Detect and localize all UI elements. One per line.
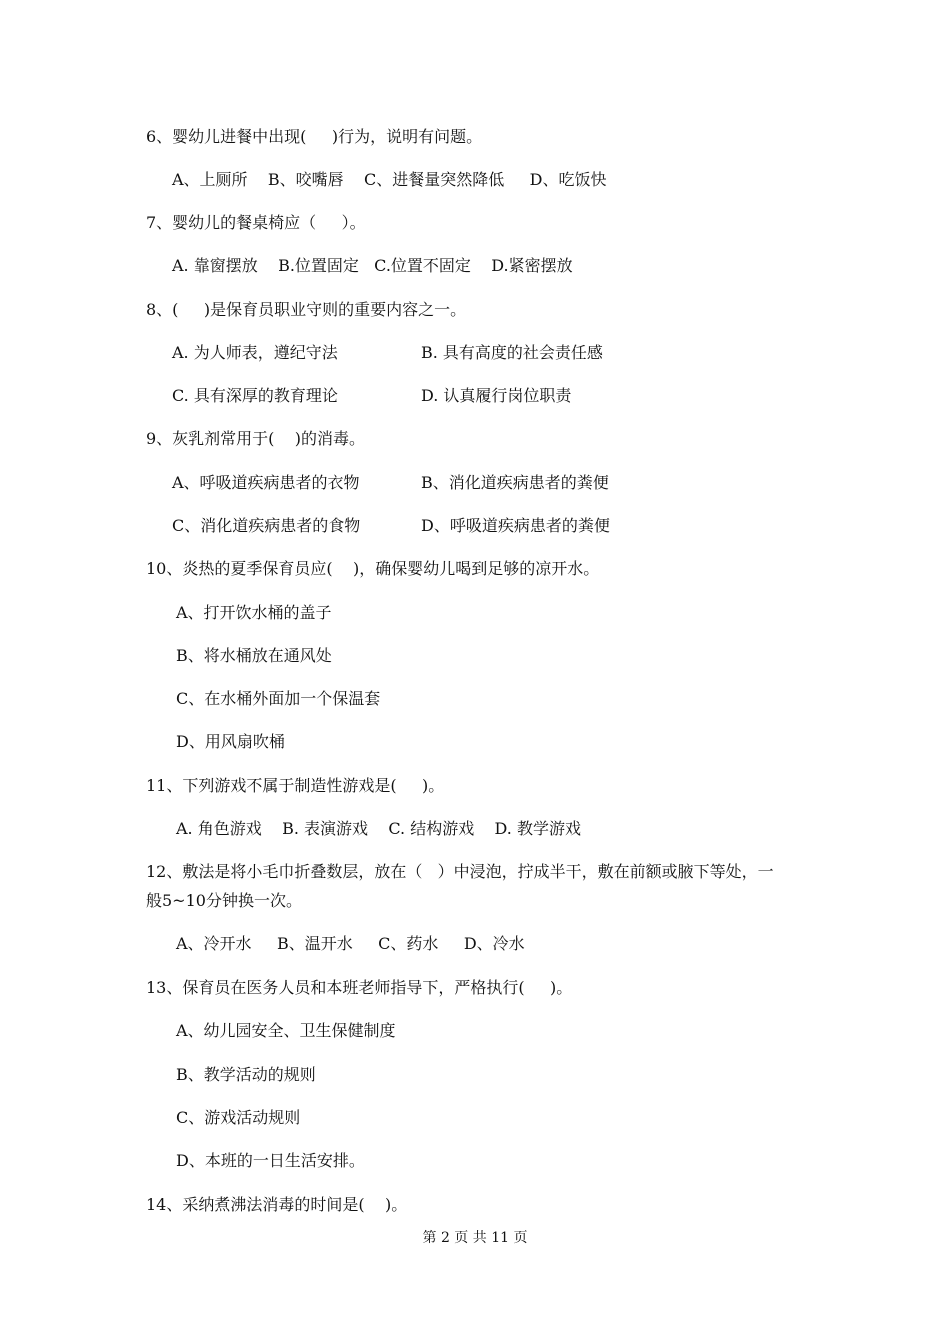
option-d: D、呼吸道疾病患者的粪便: [421, 516, 610, 535]
option-b: B、将水桶放在通风处: [176, 646, 332, 665]
question-stem: 13、保育员在医务人员和本班老师指导下，严格执行( )。: [146, 978, 573, 997]
question-options: A. 靠窗摆放 B.位置固定 C.位置不固定 D.紧密摆放: [172, 256, 573, 275]
option-c: C、在水桶外面加一个保温套: [176, 689, 381, 708]
option-c: C. 具有深厚的教育理论: [172, 386, 338, 405]
option-a: A、幼儿园安全、卫生保健制度: [176, 1021, 396, 1040]
question-stem: 8、( )是保育员职业守则的重要内容之一。: [146, 300, 467, 319]
page-footer: 第 2 页 共 11 页: [422, 1230, 528, 1246]
question-options: A. 角色游戏 B. 表演游戏 C. 结构游戏 D. 教学游戏: [176, 819, 581, 838]
question-stem: 9、灰乳剂常用于( )的消毒。: [146, 429, 366, 448]
option-a: A、呼吸道疾病患者的衣物: [172, 473, 360, 492]
option-b: B. 具有高度的社会责任感: [421, 343, 603, 362]
option-c: C、消化道疾病患者的食物: [172, 516, 361, 535]
question-stem: 6、婴幼儿进餐中出现( )行为，说明有问题。: [146, 127, 483, 146]
option-d: D. 认真履行岗位职责: [421, 386, 572, 405]
question-stem: 11、下列游戏不属于制造性游戏是( )。: [146, 776, 445, 795]
question-stem-continued: 般5~10分钟换一次。: [146, 891, 302, 910]
option-d: D、本班的一日生活安排。: [176, 1151, 365, 1170]
question-stem: 14、采纳煮沸法消毒的时间是( )。: [146, 1195, 408, 1214]
option-b: B、教学活动的规则: [176, 1065, 316, 1084]
question-options: A、冷开水 B、温开水 C、药水 D、冷水: [176, 934, 525, 953]
option-d: D、用风扇吹桶: [176, 732, 285, 751]
question-stem: 12、敷法是将小毛巾折叠数层，放在（ ）中浸泡，拧成半干，敷在前额或腋下等处，一: [146, 862, 774, 881]
question-stem: 7、婴幼儿的餐桌椅应（ ）。: [146, 213, 366, 232]
option-c: C、游戏活动规则: [176, 1108, 301, 1127]
option-b: B、消化道疾病患者的粪便: [421, 473, 609, 492]
option-a: A. 为人师表，遵纪守法: [172, 343, 338, 362]
option-a: A、打开饮水桶的盖子: [176, 603, 332, 622]
question-stem: 10、炎热的夏季保育员应( )，确保婴幼儿喝到足够的凉开水。: [146, 559, 600, 578]
question-options: A、上厕所 B、咬嘴唇 C、进餐量突然降低 D、吃饭快: [172, 170, 607, 189]
